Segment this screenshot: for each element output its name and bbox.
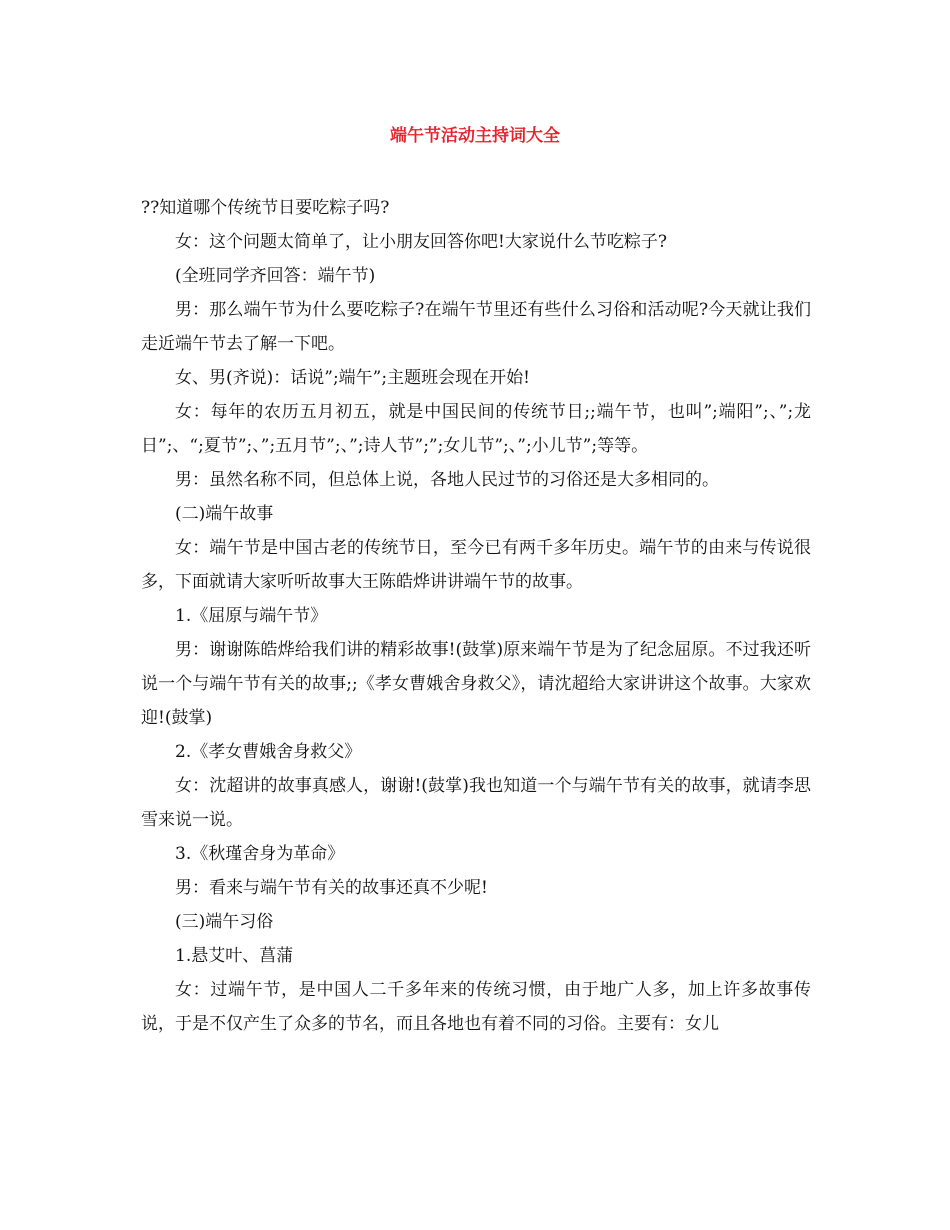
paragraph: 3.《秋瑾舍身为革命》	[175, 844, 345, 864]
paragraph: 男：那么端午节为什么要吃粽子?在端午节里还有些什么习俗和活动呢?今天就让我们走近端午节去了解一下吧。	[141, 300, 811, 354]
paragraph: 女：沈超讲的故事真感人，谢谢!(鼓掌)我也知道一个与端午节有关的故事，就请李思雪来说一说。	[141, 776, 811, 830]
paragraph: 女：端午节是中国古老的传统节日，至今已有两千多年历史。端午节的由来与传说很多，下面就请大家听听故事大王陈皓烨讲讲端午节的故事。	[141, 538, 811, 592]
paragraph: 男：看来与端午节有关的故事还真不少呢!	[175, 878, 488, 898]
paragraph: 男：谢谢陈皓烨给我们讲的精彩故事!(鼓掌)原来端午节是为了纪念屈原。不过我还听说一个与端午节有关的故事;;《孝女曹娥舍身救父》，请沈超给大家讲讲这个故事。大家欢迎!(鼓掌)	[141, 640, 811, 728]
paragraph: 女：每年的农历五月初五，就是中国民间的传统节日;;端午节，也叫”;端阳”;、”;龙日”;、“;夏节”;、”;五月节”;、”;诗人节”;”;女儿节”;、”;小儿节”;等等。	[141, 402, 811, 456]
paragraph: 1.《屈原与端午节》	[175, 606, 328, 626]
paragraph: ??知道哪个传统节日要吃粽子吗?	[141, 198, 390, 218]
paragraph: 1.悬艾叶、菖蒲	[175, 946, 294, 966]
document-title: 端午节活动主持词大全	[390, 126, 560, 146]
paragraph: (三)端午习俗	[175, 912, 274, 932]
paragraph: 2.《孝女曹娥舍身救父》	[175, 742, 362, 762]
paragraph: 女：这个问题太简单了，让小朋友回答你吧!大家说什么节吃粽子?	[175, 232, 667, 252]
document-body	[141, 191, 811, 1041]
paragraph: 女：过端午节，是中国人二千多年来的传统习惯，由于地广人多，加上许多故事传说，于是不仅产生了众多的节名，而且各地也有着不同的习俗。主要有：女儿	[141, 980, 811, 1034]
paragraph: (二)端午故事	[175, 504, 274, 524]
paragraph: 女、男(齐说)：话说”;端午”;主题班会现在开始!	[175, 368, 530, 388]
paragraph: 男：虽然名称不同，但总体上说，各地人民过节的习俗还是大多相同的。	[175, 470, 719, 490]
paragraph: (全班同学齐回答：端午节)	[175, 266, 376, 286]
